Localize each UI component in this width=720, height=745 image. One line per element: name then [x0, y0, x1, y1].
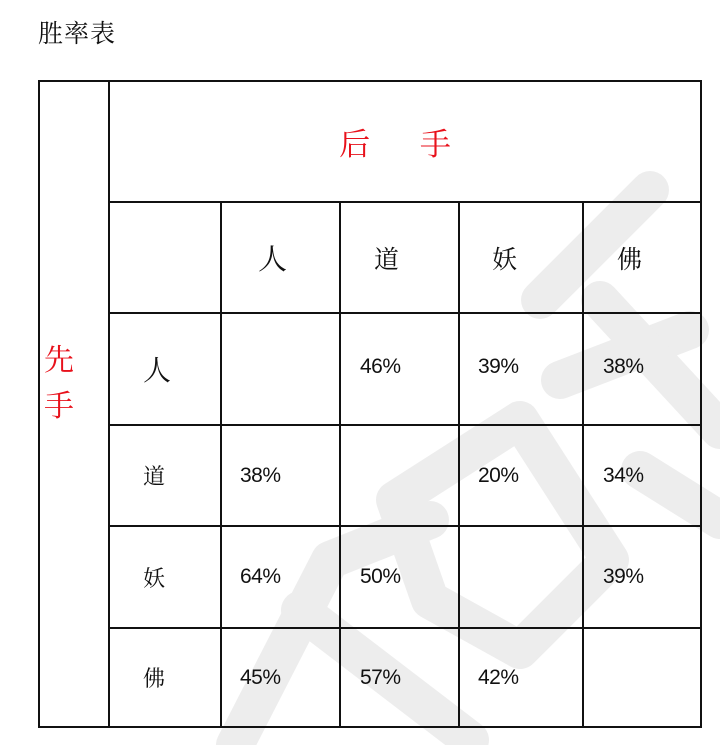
- table-cell: 50%: [339, 525, 458, 627]
- table-cell: 39%: [582, 525, 702, 627]
- table-cell: 42%: [458, 627, 582, 728]
- column-header: 佛: [582, 201, 702, 312]
- row-header: 妖: [108, 525, 220, 627]
- table-cell: 45%: [220, 627, 339, 728]
- row-header: 佛: [108, 627, 220, 728]
- first-player-label: [38, 80, 108, 728]
- table-cell: [220, 312, 339, 424]
- table-cell: 64%: [220, 525, 339, 627]
- table-cell: 38%: [220, 424, 339, 525]
- second-player-label-text: 后 手: [339, 127, 471, 163]
- table-cell: [339, 424, 458, 525]
- table-cell: [458, 525, 582, 627]
- table-cell: 20%: [458, 424, 582, 525]
- table-cell: 46%: [339, 312, 458, 424]
- corner-cell: [108, 201, 220, 312]
- column-header: 道: [339, 201, 458, 312]
- win-rate-table: [38, 80, 704, 728]
- row-header: 人: [108, 312, 220, 424]
- first-player-label-char: 手: [44, 389, 74, 424]
- column-header: 妖: [458, 201, 582, 312]
- table-cell: 38%: [582, 312, 702, 424]
- column-header: 人: [220, 201, 339, 312]
- table-cell: [582, 627, 702, 728]
- second-player-label: [108, 80, 702, 201]
- table-cell: 34%: [582, 424, 702, 525]
- table-cell: 39%: [458, 312, 582, 424]
- table-cell: 57%: [339, 627, 458, 728]
- page-title: 胜率表: [38, 19, 117, 48]
- row-header: 道: [108, 424, 220, 525]
- first-player-label-char: 先: [44, 343, 74, 378]
